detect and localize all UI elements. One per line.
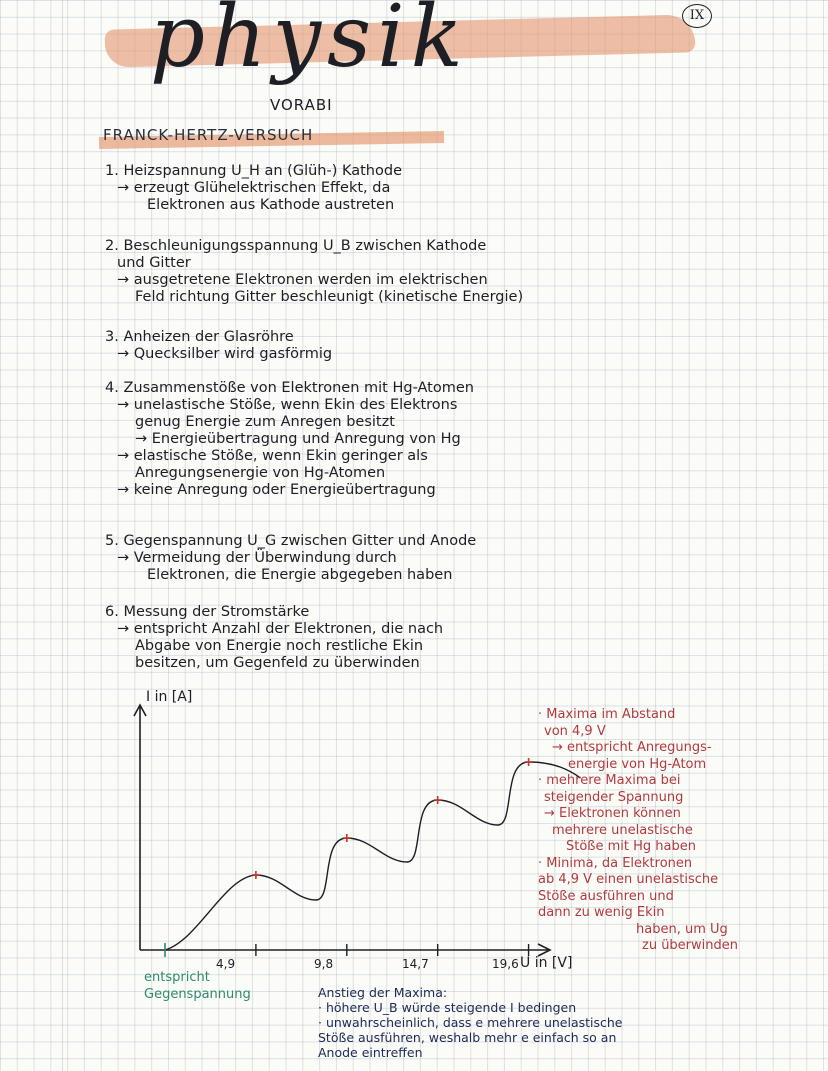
note-line: Anode eintreffen bbox=[318, 1045, 423, 1060]
tick-label: 14,7 bbox=[402, 957, 429, 971]
note-line: dann zu wenig Ekin bbox=[538, 905, 665, 920]
note-line: Anstieg der Maxima: bbox=[318, 985, 448, 1000]
step-line: Anregungsenergie von Hg-Atomen bbox=[135, 465, 386, 481]
note-line: Stöße mit Hg haben bbox=[566, 839, 696, 854]
step-line: → erzeugt Glühelektrischen Effekt, da bbox=[117, 180, 391, 196]
step-line: genug Energie zum Anregen besitzt bbox=[135, 414, 395, 430]
offset-note-line: Gegenspannung bbox=[144, 987, 251, 1002]
note-line: · höhere U_B würde steigende I bedingen bbox=[318, 1000, 577, 1015]
step-line: → keine Anregung oder Energieübertragung bbox=[117, 482, 436, 498]
step-line: 4. Zusammenstöße von Elektronen mit Hg-Atomen bbox=[105, 380, 474, 396]
step-line: 5. Gegenspannung U_G zwischen Gitter und Anode bbox=[105, 533, 477, 549]
maxima-increase-notes bbox=[318, 985, 623, 1060]
x-axis-label: U in [V] bbox=[520, 955, 573, 971]
section-title: FRANCK-HERTZ-VERSUCH bbox=[103, 126, 314, 144]
step-line: → Quecksilber wird gasförmig bbox=[117, 346, 333, 362]
tick-label: 4,9 bbox=[216, 957, 236, 971]
step-line: Abgabe von Energie noch restliche Ekin bbox=[135, 638, 424, 654]
note-line: → entspricht Anregungs- bbox=[552, 740, 712, 755]
tick-label: 9,8 bbox=[314, 957, 334, 971]
step-line: besitzen, um Gegenfeld zu überwinden bbox=[135, 655, 420, 671]
maxima-notes bbox=[538, 707, 738, 955]
page-title: physik bbox=[150, 0, 469, 87]
note-line: energie von Hg-Atom bbox=[568, 756, 707, 772]
maximum-marker bbox=[525, 758, 533, 766]
note-line: haben, um Ug bbox=[636, 921, 728, 937]
page-number-badge: IX bbox=[682, 4, 712, 28]
step-line: Elektronen aus Kathode austreten bbox=[147, 197, 395, 213]
note-line: → Elektronen können bbox=[544, 806, 681, 821]
subtitle: VORABI bbox=[270, 96, 333, 114]
note-line: steigender Spannung bbox=[544, 789, 684, 805]
step-line: und Gitter bbox=[117, 255, 191, 271]
step-line: 1. Heizspannung U_H an (Glüh-) Kathode bbox=[105, 163, 402, 179]
maximum-marker bbox=[343, 834, 351, 842]
step-line: → entspricht Anzahl der Elektronen, die nach bbox=[117, 621, 444, 637]
note-line: · unwahrscheinlich, dass e mehrere unelastische bbox=[318, 1015, 623, 1030]
step-line: → elastische Stöße, wenn Ekin geringer als bbox=[117, 448, 428, 464]
note-line: · mehrere Maxima bei bbox=[538, 773, 681, 788]
note-line: zu überwinden bbox=[642, 938, 739, 953]
step-line: → Energieübertragung und Anregung von Hg bbox=[135, 431, 461, 447]
maxima-markers bbox=[252, 758, 533, 879]
step-line: 2. Beschleunigungsspannung U_B zwischen Kathode bbox=[105, 238, 487, 254]
note-line: · Minima, da Elektronen bbox=[538, 855, 693, 871]
note-line: ab 4,9 V einen unelastische bbox=[538, 872, 719, 887]
maximum-marker bbox=[252, 871, 260, 879]
step-line: 3. Anheizen der Glasröhre bbox=[105, 329, 294, 345]
step-line: → Vermeidung der Überwindung durch bbox=[117, 550, 397, 566]
step-line: 6. Messung der Stromstärke bbox=[105, 604, 310, 620]
note-line: von 4,9 V bbox=[544, 723, 606, 739]
step-line: Elektronen, die Energie abgegeben haben bbox=[147, 567, 453, 583]
offset-note bbox=[144, 969, 251, 1003]
note-line: · Maxima im Abstand bbox=[538, 707, 676, 722]
y-axis-label: I in [A] bbox=[146, 689, 193, 705]
step-line: → ausgetretene Elektronen werden im elektrischen bbox=[117, 272, 488, 288]
current-curve bbox=[165, 762, 581, 950]
note-line: mehrere unelastische bbox=[552, 822, 693, 838]
step-line: Feld richtung Gitter beschleunigt (kinetische Energie) bbox=[135, 289, 524, 305]
note-line: Stöße ausführen und bbox=[538, 888, 674, 904]
step-line: → unelastische Stöße, wenn Ekin des Elektrons bbox=[117, 397, 458, 413]
maximum-marker bbox=[434, 796, 442, 804]
tick-label: 19,6 bbox=[492, 957, 519, 971]
offset-note-line: entspricht bbox=[144, 970, 210, 985]
note-line: Stöße ausführen, weshalb mehr e einfach so an bbox=[318, 1030, 617, 1045]
